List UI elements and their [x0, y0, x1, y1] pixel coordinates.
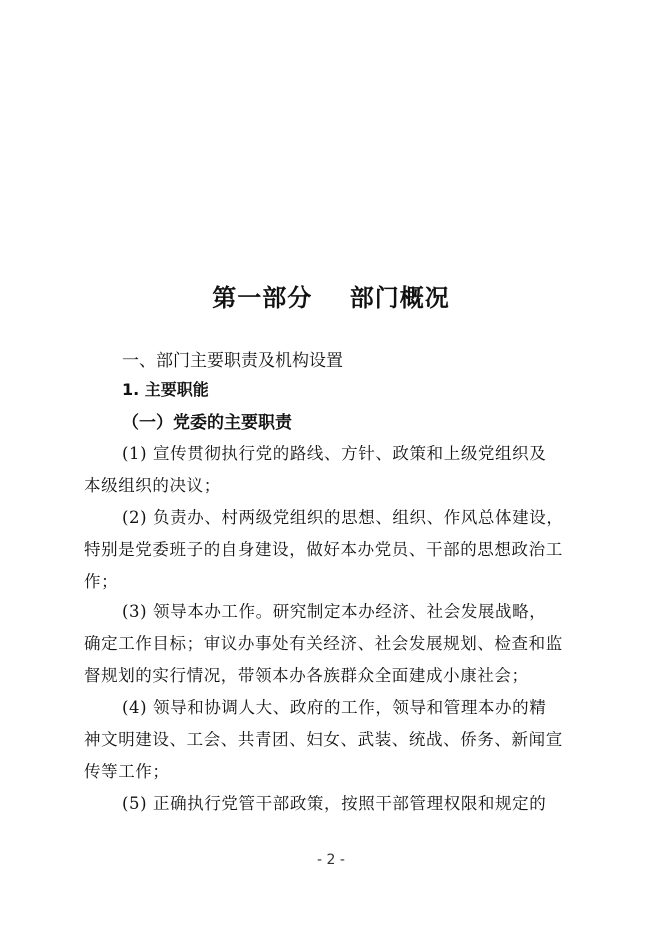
page-title: 第一部分 部门概况	[212, 283, 450, 312]
paragraph-line: 特别是党委班子的自身建设，做好本办党员、干部的思想政治工	[84, 540, 563, 559]
paragraph-line: 传等工作；	[84, 762, 170, 781]
section-heading: 一、部门主要职责及机构设置	[122, 351, 343, 371]
paragraph-line: (5) 正确执行党管干部政策，按照干部管理权限和规定的	[122, 794, 547, 813]
page-number: - 2 -	[317, 852, 345, 868]
paragraph-line: 作；	[84, 572, 119, 591]
paragraph-line: 确定工作目标；审议办事处有关经济、社会发展规划、检查和监	[84, 634, 563, 653]
paragraph-line: 神文明建设、工会、共青团、妇女、武装、统战、侨务、新闻宣	[84, 730, 563, 749]
paragraph-line: 督规划的实行情况，带领本办各族群众全面建成小康社会；	[84, 666, 529, 685]
paragraph-line: (3) 领导本办工作。研究制定本办经济、社会发展战略，	[122, 602, 547, 621]
paragraph-line: 本级组织的决议；	[84, 476, 221, 495]
subsection-heading: 1. 主要职能	[122, 380, 209, 399]
paragraph-line: (4) 领导和协调人大、政府的工作，领导和管理本办的精	[122, 698, 547, 717]
paragraph-line: (2) 负责办、村两级党组织的思想、组织、作风总体建设，	[122, 508, 564, 527]
subsubsection-heading: （一）党委的主要职责	[122, 413, 292, 433]
paragraph-line: (1) 宣传贯彻执行党的路线、方针、政策和上级党组织及	[122, 444, 547, 463]
